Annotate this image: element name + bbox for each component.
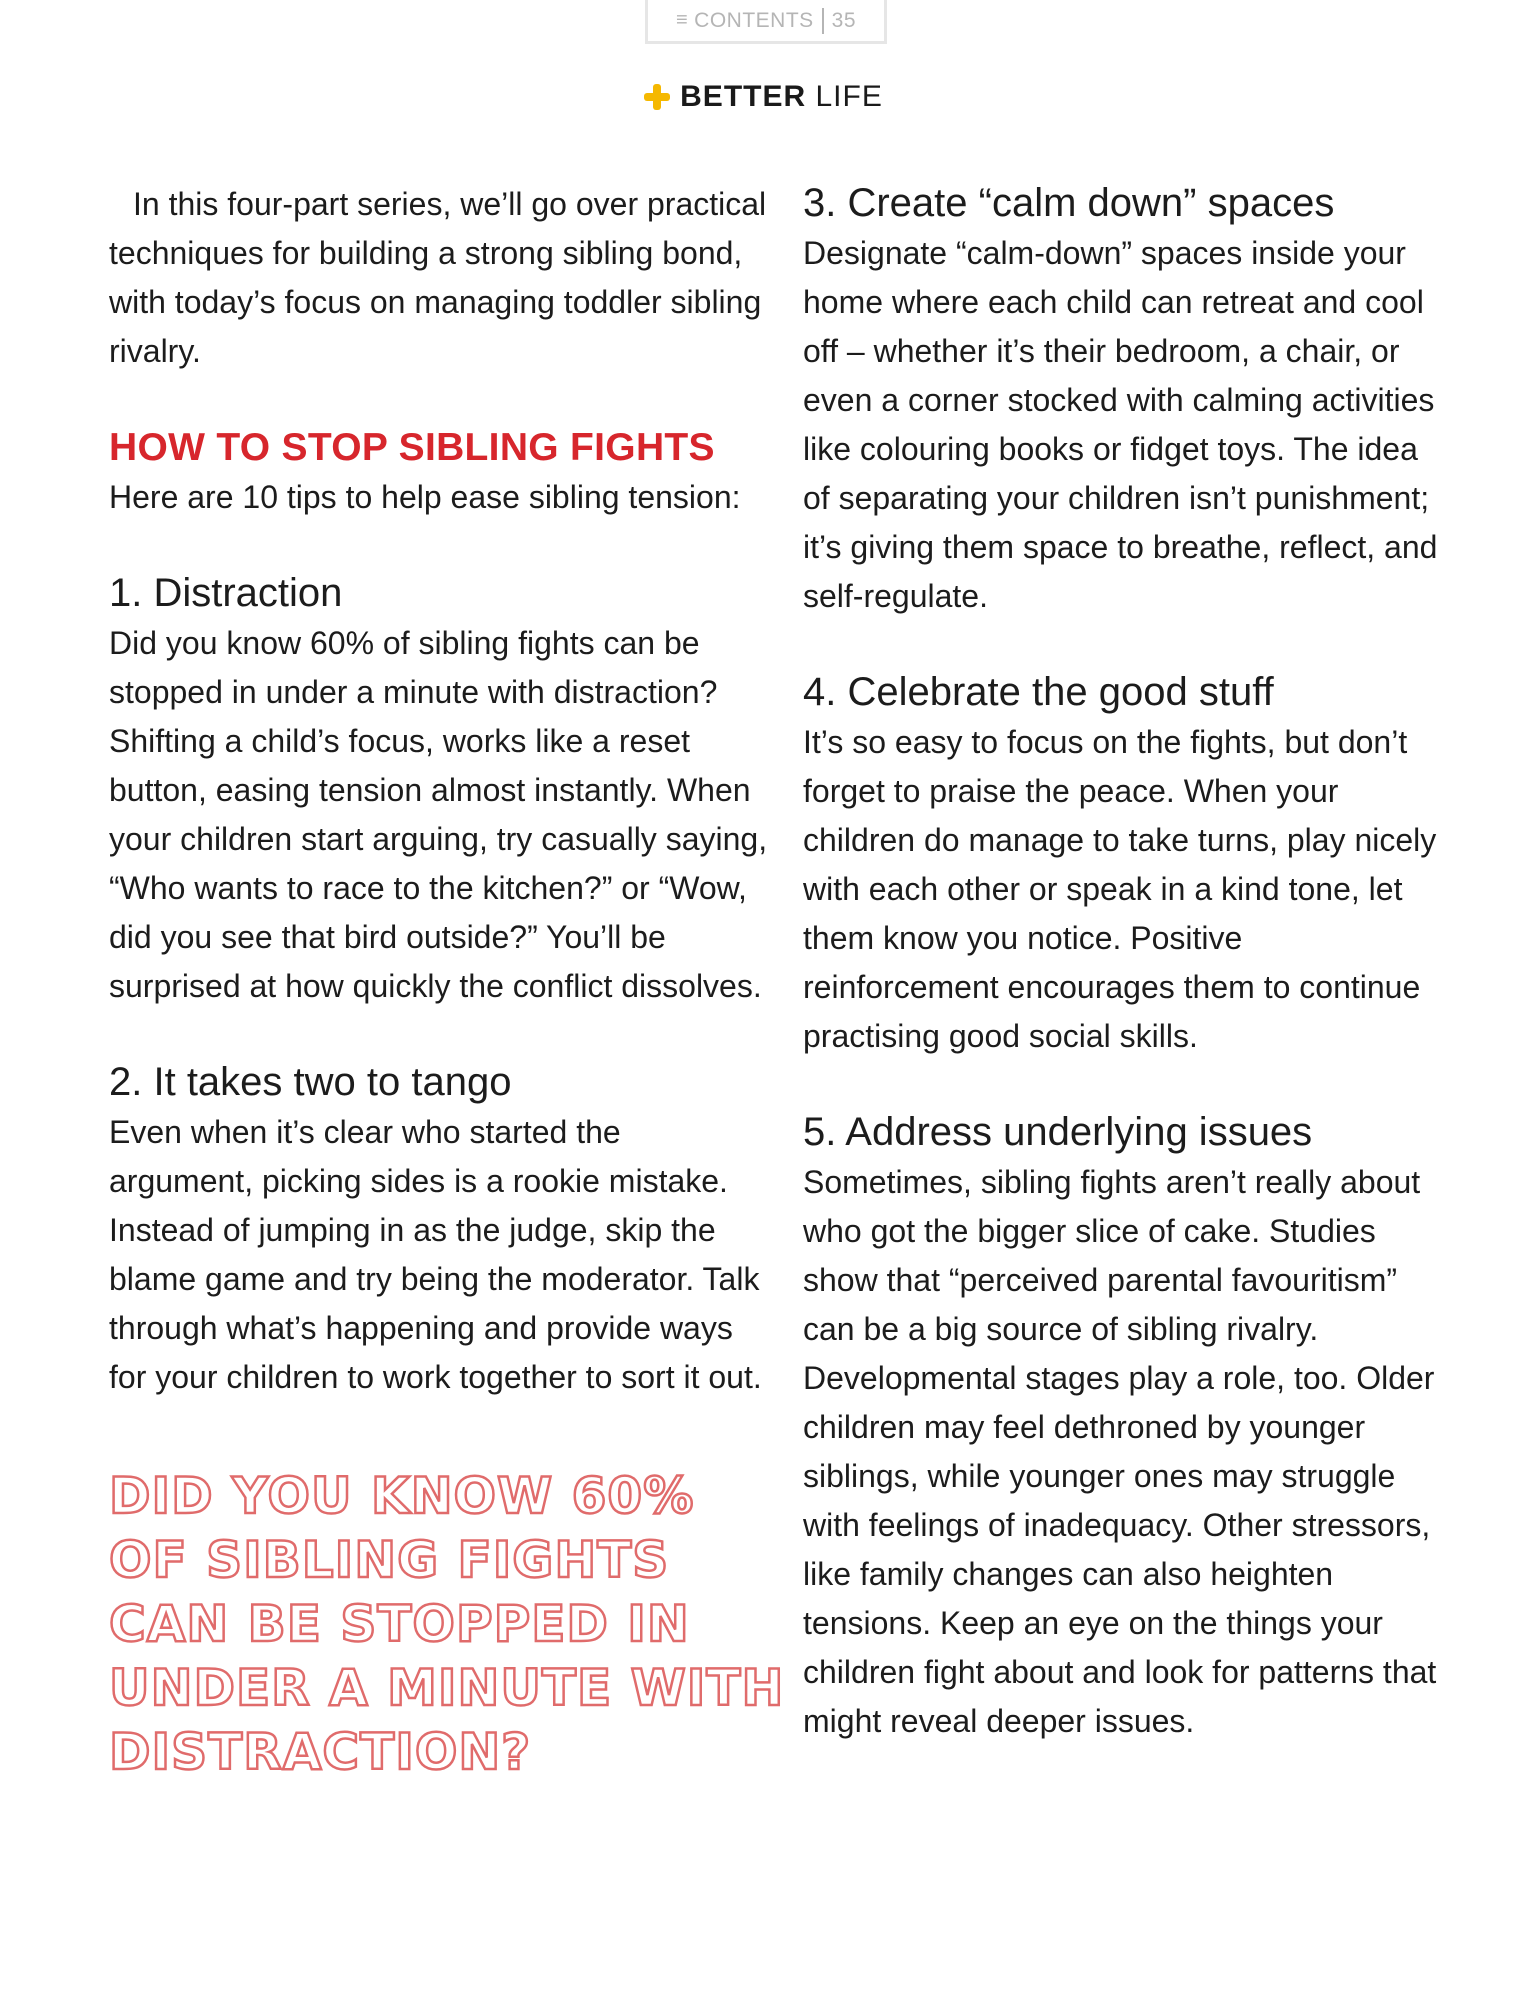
tip-4-title: 4. Celebrate the good stuff — [803, 670, 1274, 714]
tip-2-body: Even when it’s clear who started the argument, picking sides is a rookie mistake. Instead of jumping in as the judge, skip the blame game and try being the moderator. Talk through what’s happening and provide ways for your children to work together to sort it out. — [109, 1114, 762, 1395]
contents-label: CONTENTS — [694, 8, 814, 32]
contents-button[interactable] — [645, 0, 887, 44]
left-column — [109, 180, 785, 1784]
tip-3-body: Designate “calm-down” spaces inside your home where each child can retreat and cool off – whether it’s their bedroom, a chair, or even a corner stocked with calming activities like colouring books or fidget toys. The idea of separating your children isn’t punishment; it’s giving them space to breathe, reflect, and self-regulate. — [803, 235, 1438, 614]
section-header — [0, 80, 1527, 114]
tip-2-title: 2. It takes two to tango — [109, 1060, 512, 1104]
tab-divider — [822, 8, 824, 34]
section-title-regular: LIFE — [815, 80, 883, 113]
page-number: 35 — [831, 8, 857, 32]
tip-4-body: It’s so easy to focus on the fights, but don’t forget to praise the peace. When your children do manage to take turns, play nicely with each other or speak in a kind tone, let them know you notice. Positive reinforcement encourages them to continue practising good social skills. — [803, 724, 1437, 1054]
section-subtitle: Here are 10 tips to help ease sibling tension: — [109, 479, 741, 515]
tip-3-title: 3. Create “calm down” spaces — [803, 181, 1335, 225]
menu-icon: ≡ — [675, 9, 689, 31]
right-column — [803, 180, 1443, 1746]
pullquote: DID YOU KNOW 60% OF SIBLING FIGHTS CAN BE STOPPED IN UNDER A MINUTE WITH DISTRACTION? — [109, 1467, 785, 1781]
section-title — [680, 80, 883, 114]
tip-5-title: 5. Address underlying issues — [803, 1110, 1313, 1154]
plus-icon — [644, 84, 670, 110]
section-heading: HOW TO STOP SIBLING FIGHTS — [109, 426, 715, 469]
tip-1-title: 1. Distraction — [109, 571, 343, 615]
section-title-bold: BETTER — [680, 80, 807, 113]
tip-1-body: Did you know 60% of sibling fights can be stopped in under a minute with distraction? Shifting a child’s focus, works like a reset button, easing tension almost instantly. When your children start arguing, try casually saying, “Who wants to race to the kitchen?” or “Wow, did you see that bird outside?” You’ll be surprised at how quickly the conflict dissolves. — [109, 625, 768, 1004]
tip-5-body: Sometimes, sibling fights aren’t really about who got the bigger slice of cake. Studies show that “perceived parental favouritism” can be a big source of sibling rivalry. Developmental stages play a role, too. Older children may feel dethroned by younger siblings, while younger ones may struggle with feelings of inadequacy. Other stressors, like family changes can also heighten tensions. Keep an eye on the things your children fight about and look for patterns that might reveal deeper issues. — [803, 1164, 1437, 1739]
intro-paragraph: In this four-part series, we’ll go over practical techniques for building a strong sibling bond, with today’s focus on managing toddler sibling rivalry. — [109, 186, 767, 369]
